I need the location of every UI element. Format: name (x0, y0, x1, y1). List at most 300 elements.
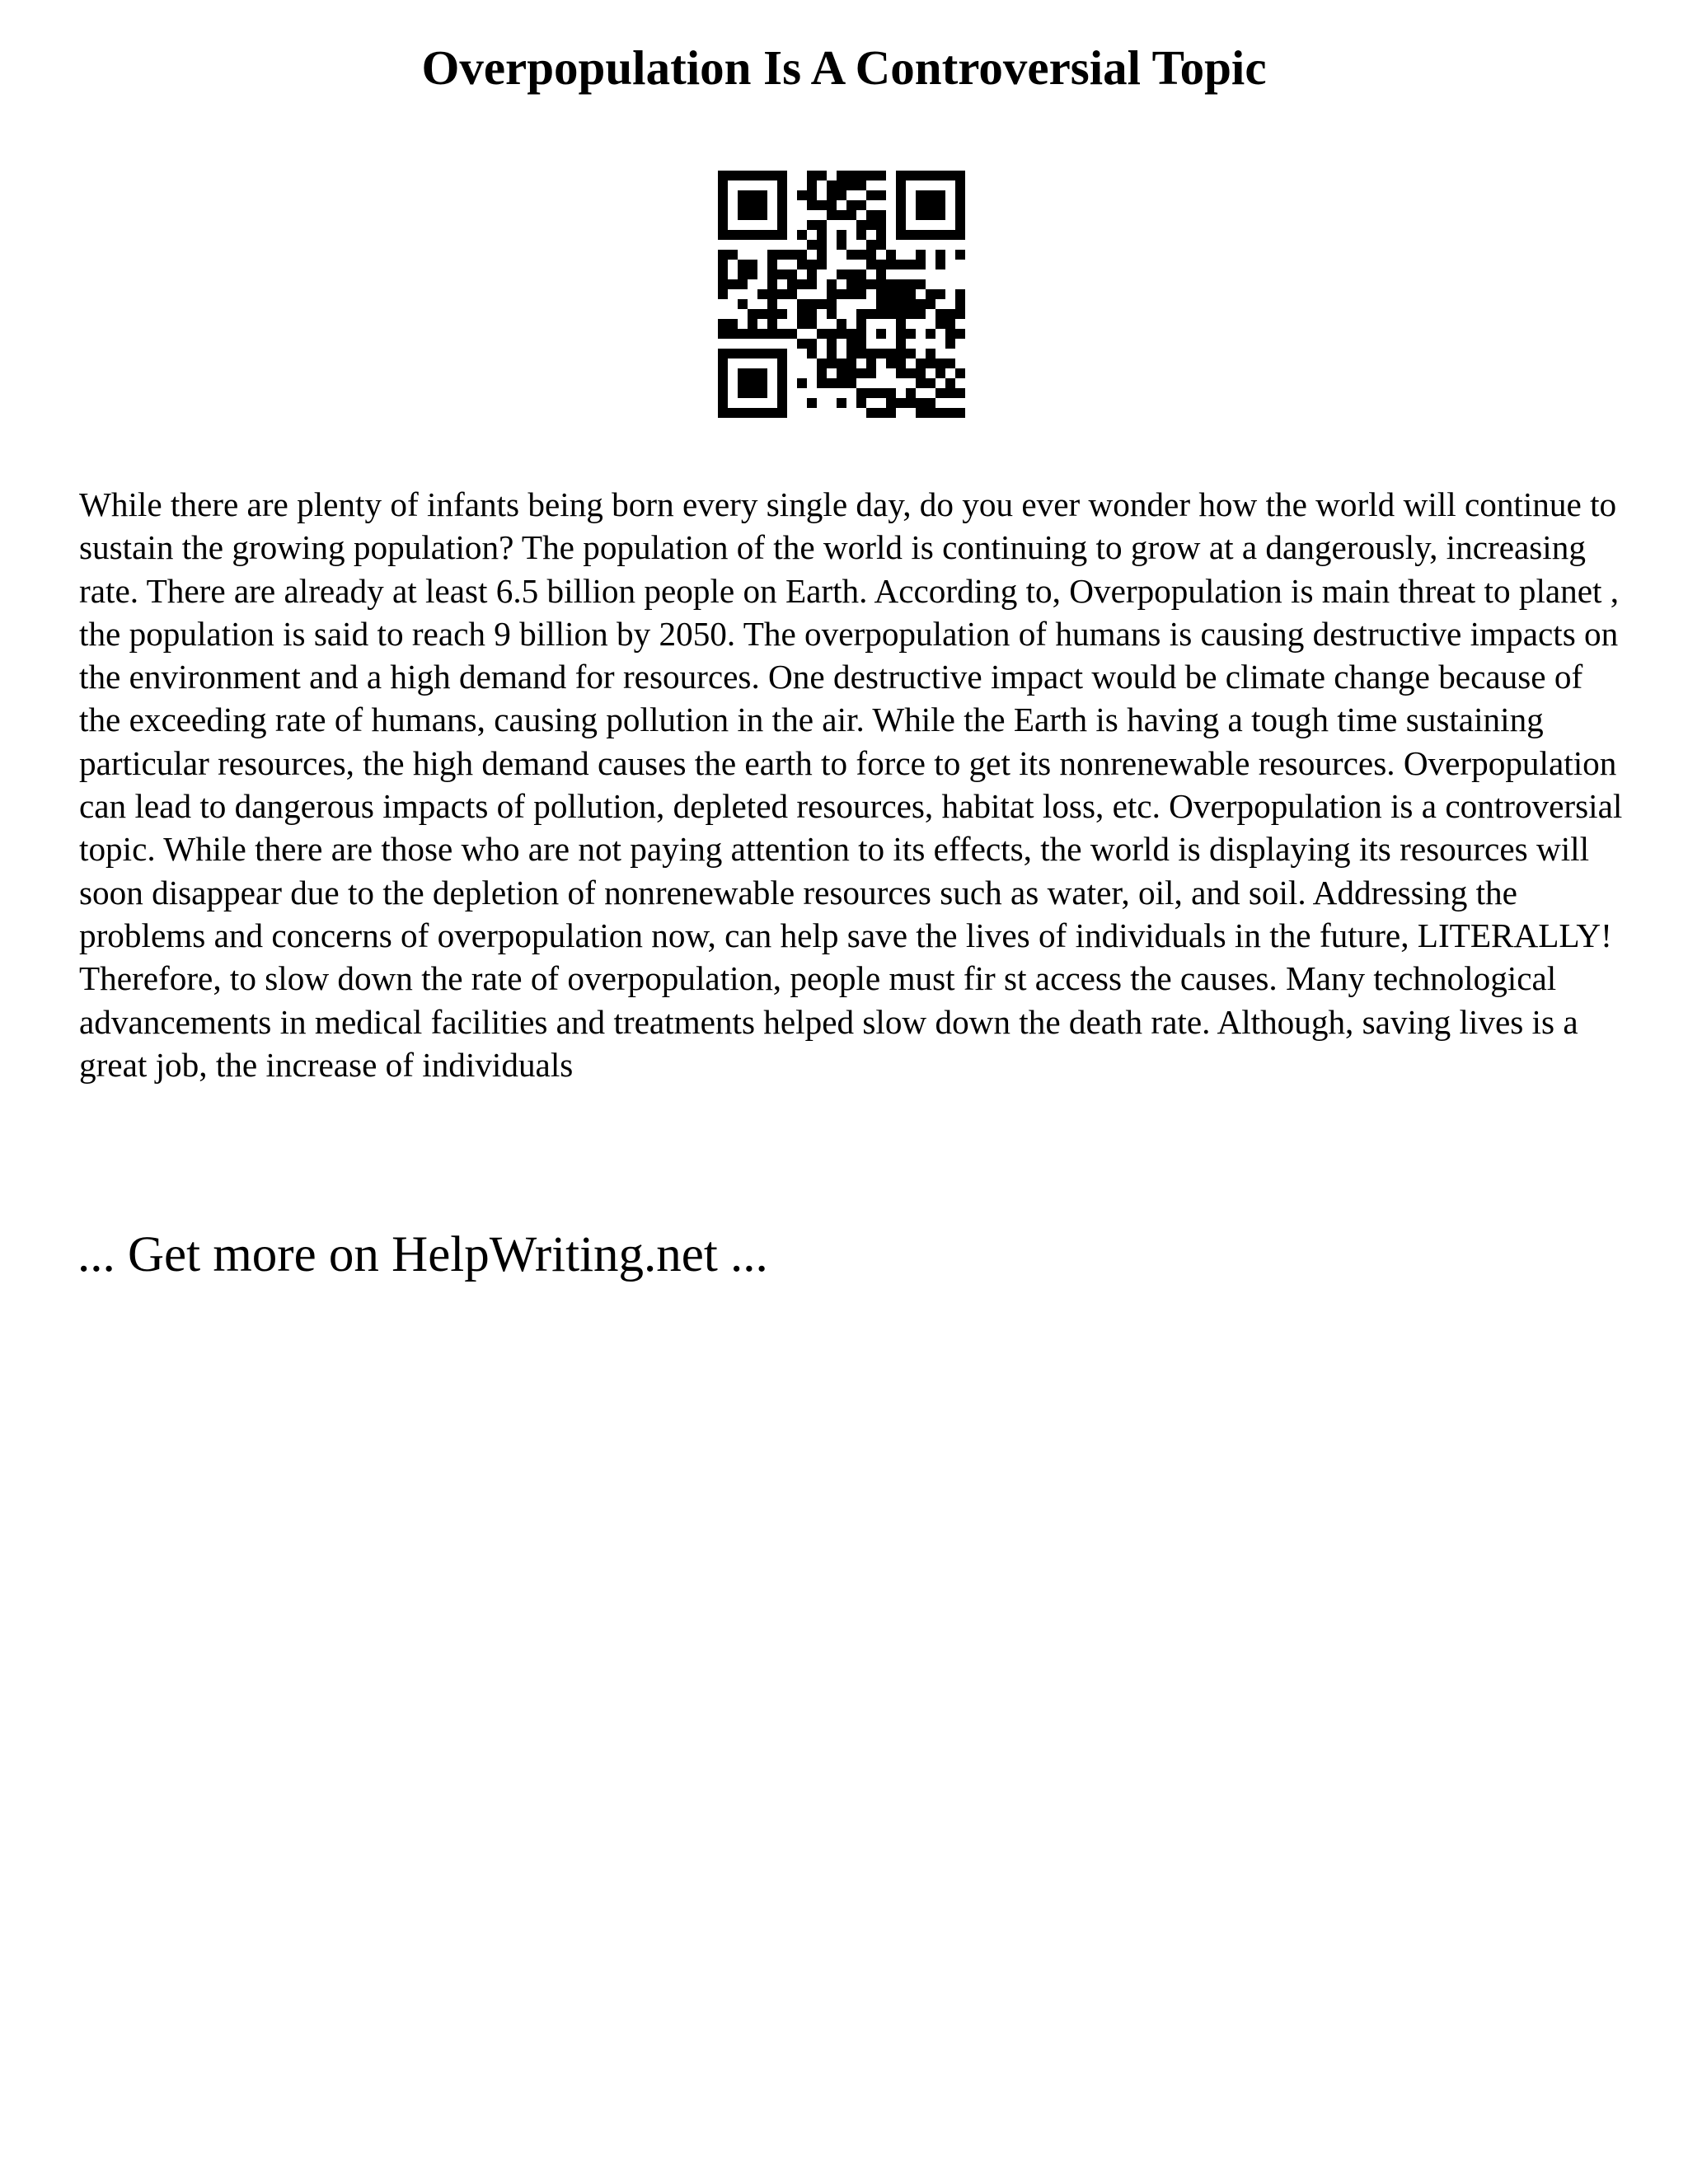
qr-module (945, 230, 955, 240)
qr-module (777, 230, 787, 240)
qr-module (837, 329, 846, 339)
qr-module (817, 359, 827, 368)
qr-module (886, 398, 896, 408)
qr-module (718, 230, 728, 240)
qr-module (916, 408, 926, 418)
qr-module (777, 289, 787, 299)
qr-module (787, 250, 797, 260)
qr-module (748, 408, 757, 418)
qr-module (827, 200, 837, 210)
qr-module (807, 339, 817, 349)
qr-module (935, 359, 945, 368)
qr-module (837, 180, 846, 190)
qr-module (787, 279, 797, 289)
qr-module (718, 260, 728, 269)
qr-module (748, 329, 757, 339)
qr-module (797, 190, 807, 200)
qr-module (906, 299, 916, 309)
qr-module (807, 349, 817, 359)
qr-module (807, 279, 817, 289)
qr-module (935, 230, 945, 240)
qr-module (757, 289, 767, 299)
qr-module (896, 349, 906, 359)
qr-module (926, 359, 935, 368)
qr-module (945, 329, 955, 339)
qr-module (926, 230, 935, 240)
qr-module (935, 309, 945, 319)
qr-module (906, 388, 916, 398)
qr-module (767, 309, 777, 319)
qr-module (896, 220, 906, 230)
qr-module (827, 299, 837, 309)
qr-module (945, 378, 955, 388)
qr-module (797, 230, 807, 240)
qr-module (926, 190, 935, 200)
qr-module (916, 171, 926, 180)
qr-module (817, 200, 827, 210)
qr-module (896, 329, 906, 339)
qr-module (767, 230, 777, 240)
qr-module (886, 309, 896, 319)
qr-module (945, 408, 955, 418)
qr-module (767, 269, 777, 279)
qr-module (757, 378, 767, 388)
qr-module (827, 180, 837, 190)
qr-module (718, 359, 728, 368)
qr-module (738, 299, 748, 309)
qr-module (827, 210, 837, 220)
qr-module (935, 368, 945, 378)
qr-module (728, 408, 738, 418)
qr-module (906, 349, 916, 359)
qr-module (896, 180, 906, 190)
qr-module (787, 289, 797, 299)
qr-module (935, 200, 945, 210)
document-body (79, 483, 1629, 1086)
qr-module (807, 171, 817, 180)
qr-module (748, 260, 757, 269)
qr-module (777, 368, 787, 378)
qr-module (718, 349, 728, 359)
qr-module (916, 250, 926, 260)
qr-module (738, 368, 748, 378)
qr-module (955, 289, 965, 299)
qr-module (767, 171, 777, 180)
qr-module (856, 388, 866, 398)
qr-module (807, 190, 817, 200)
qr-module (738, 190, 748, 200)
qr-module (718, 180, 728, 190)
qr-module (856, 309, 866, 319)
qr-module (955, 408, 965, 418)
qr-module (757, 408, 767, 418)
qr-module (757, 200, 767, 210)
qr-module (738, 210, 748, 220)
qr-module (926, 408, 935, 418)
qr-module (886, 279, 896, 289)
qr-module (955, 190, 965, 200)
qr-module (817, 329, 827, 339)
qr-module (935, 388, 945, 398)
qr-module (797, 339, 807, 349)
qr-module (916, 200, 926, 210)
qr-module (777, 378, 787, 388)
qr-module (718, 398, 728, 408)
qr-module (748, 200, 757, 210)
qr-module (777, 220, 787, 230)
qr-module (837, 319, 846, 329)
qr-module (837, 398, 846, 408)
qr-module (728, 329, 738, 339)
qr-module (955, 329, 965, 339)
qr-module (945, 388, 955, 398)
qr-module (866, 309, 876, 319)
qr-module (955, 299, 965, 309)
document-title: Overpopulation Is A Controversial Topic (421, 40, 1267, 95)
qr-module (935, 171, 945, 180)
qr-module (856, 289, 866, 299)
qr-module (856, 230, 866, 240)
qr-module (846, 329, 856, 339)
qr-module (837, 230, 846, 240)
qr-module (807, 269, 817, 279)
qr-module (876, 279, 886, 289)
qr-module (856, 279, 866, 289)
qr-module (757, 171, 767, 180)
qr-module (906, 309, 916, 319)
qr-module (807, 200, 817, 210)
qr-module (837, 171, 846, 180)
qr-module (827, 190, 837, 200)
qr-module (945, 319, 955, 329)
qr-module (728, 250, 738, 260)
qr-module (866, 190, 876, 200)
qr-module (738, 260, 748, 269)
qr-module (846, 200, 856, 210)
qr-module (767, 299, 777, 309)
qr-module (916, 299, 926, 309)
qr-module (856, 200, 866, 210)
qr-module (896, 368, 906, 378)
qr-module (926, 210, 935, 220)
qr-module (955, 171, 965, 180)
qr-module (906, 260, 916, 269)
qr-module (827, 359, 837, 368)
qr-module (916, 279, 926, 289)
qr-module (718, 269, 728, 279)
qr-module (896, 260, 906, 269)
qr-module (955, 388, 965, 398)
qr-module (906, 289, 916, 299)
qr-module (926, 289, 935, 299)
qr-module (866, 220, 876, 230)
qr-module (718, 329, 728, 339)
qr-module (757, 329, 767, 339)
qr-module (837, 289, 846, 299)
qr-module (748, 349, 757, 359)
qr-module (837, 190, 846, 200)
qr-module (896, 289, 906, 299)
qr-module (807, 260, 817, 269)
qr-module (777, 408, 787, 418)
qr-module (896, 319, 906, 329)
qr-module (787, 329, 797, 339)
qr-module (777, 388, 787, 398)
qr-module (787, 269, 797, 279)
qr-module (856, 171, 866, 180)
qr-module (837, 210, 846, 220)
qr-module (846, 368, 856, 378)
qr-module (935, 408, 945, 418)
qr-module (896, 299, 906, 309)
qr-module (876, 349, 886, 359)
qr-module (817, 220, 827, 230)
qr-module (846, 250, 856, 260)
qr-module (738, 408, 748, 418)
qr-module (738, 171, 748, 180)
qr-module (797, 378, 807, 388)
qr-module (767, 289, 777, 299)
qr-module (866, 388, 876, 398)
qr-module (856, 220, 866, 230)
qr-module (916, 260, 926, 269)
qr-module (777, 398, 787, 408)
qr-module (955, 180, 965, 190)
qr-module (777, 200, 787, 210)
qr-module (728, 171, 738, 180)
qr-module (846, 180, 856, 190)
qr-module (757, 388, 767, 398)
qr-module (955, 309, 965, 319)
qr-module (797, 309, 807, 319)
qr-module (797, 319, 807, 329)
get-more-link[interactable]: ... Get more on HelpWriting.net ... (77, 1227, 768, 1282)
qr-module (935, 210, 945, 220)
qr-module (777, 171, 787, 180)
qr-module (817, 260, 827, 269)
qr-module (896, 190, 906, 200)
qr-module (718, 289, 728, 299)
qr-module (846, 378, 856, 388)
qr-module (738, 349, 748, 359)
qr-module (748, 190, 757, 200)
qr-module (876, 408, 886, 418)
qr-module (767, 349, 777, 359)
qr-module (846, 210, 856, 220)
qr-module (728, 279, 738, 289)
qr-module (896, 398, 906, 408)
qr-module (846, 171, 856, 180)
qr-module (886, 250, 896, 260)
qr-module (896, 279, 906, 289)
qr-module (926, 200, 935, 210)
qr-module (916, 210, 926, 220)
qr-module (817, 171, 827, 180)
qr-module (807, 180, 817, 190)
qr-module (748, 388, 757, 398)
qr-module (718, 319, 728, 329)
qr-module (916, 230, 926, 240)
qr-module (846, 349, 856, 359)
qr-module (856, 180, 866, 190)
qr-module (886, 299, 896, 309)
qr-module (906, 171, 916, 180)
qr-module (748, 210, 757, 220)
qr-module (827, 279, 837, 289)
qr-module (738, 279, 748, 289)
qr-module (866, 359, 876, 368)
qr-module (817, 250, 827, 260)
qr-module (856, 368, 866, 378)
qr-module (886, 388, 896, 398)
qr-module (856, 329, 866, 339)
qr-module (807, 240, 817, 250)
qr-module (837, 359, 846, 368)
qr-module (797, 250, 807, 260)
qr-module (728, 319, 738, 329)
qr-module (926, 349, 935, 359)
qr-module (807, 299, 817, 309)
qr-module (827, 329, 837, 339)
qr-module (876, 171, 886, 180)
qr-module (718, 368, 728, 378)
qr-module (777, 210, 787, 220)
qr-module (827, 289, 837, 299)
qr-module (856, 349, 866, 359)
qr-module (886, 289, 896, 299)
qr-module (876, 309, 886, 319)
qr-module (846, 279, 856, 289)
qr-module (896, 339, 906, 349)
qr-module (738, 200, 748, 210)
qr-module (767, 408, 777, 418)
qr-module (738, 388, 748, 398)
qr-module (817, 378, 827, 388)
qr-module (777, 309, 787, 319)
qr-module (797, 260, 807, 269)
paragraph: Therefore, to slow down the rate of overpopulation, people must fir st access the causes. Many technological advancements in medical facilities and treatments helped slow down the death rate. Although, saving lives is a great job, the increase of individuals (79, 959, 1578, 1084)
qr-module (718, 220, 728, 230)
qr-module (777, 359, 787, 368)
qr-module (817, 368, 827, 378)
qr-module (837, 378, 846, 388)
qr-module (807, 309, 817, 319)
qr-module (856, 319, 866, 329)
qr-module (876, 329, 886, 339)
qr-module (748, 269, 757, 279)
qr-module (777, 329, 787, 339)
qr-module (876, 230, 886, 240)
qr-module (738, 378, 748, 388)
qr-module (748, 368, 757, 378)
qr-module (876, 210, 886, 220)
qr-module (718, 408, 728, 418)
qr-module (797, 299, 807, 309)
qr-module (916, 309, 926, 319)
qr-module (876, 269, 886, 279)
qr-module (866, 240, 876, 250)
qr-module (728, 349, 738, 359)
qr-module (856, 398, 866, 408)
qr-module (827, 339, 837, 349)
qr-module (738, 269, 748, 279)
qr-module (757, 190, 767, 200)
qr-module (926, 171, 935, 180)
qr-code (718, 171, 965, 418)
qr-module (866, 250, 876, 260)
qr-module (827, 309, 837, 319)
qr-module (955, 210, 965, 220)
qr-module (916, 398, 926, 408)
qr-module (827, 378, 837, 388)
qr-module (935, 250, 945, 260)
qr-module (876, 388, 886, 398)
qr-module (718, 388, 728, 398)
qr-module (846, 269, 856, 279)
qr-code-icon (718, 171, 965, 418)
qr-module (866, 349, 876, 359)
qr-module (718, 171, 728, 180)
qr-module (955, 200, 965, 210)
qr-module (906, 368, 916, 378)
qr-module (866, 171, 876, 180)
qr-module (886, 408, 896, 418)
qr-module (866, 260, 876, 269)
qr-module (807, 220, 817, 230)
qr-module (757, 309, 767, 319)
qr-module (777, 190, 787, 200)
qr-module (866, 210, 876, 220)
qr-module (718, 250, 728, 260)
qr-module (916, 378, 926, 388)
qr-module (827, 349, 837, 359)
qr-module (718, 210, 728, 220)
qr-module (876, 260, 886, 269)
qr-module (738, 230, 748, 240)
qr-module (728, 230, 738, 240)
qr-module (856, 250, 866, 260)
qr-module (866, 368, 876, 378)
qr-module (757, 368, 767, 378)
qr-module (817, 230, 827, 240)
qr-module (945, 339, 955, 349)
qr-module (916, 359, 926, 368)
qr-module (757, 230, 767, 240)
qr-module (886, 349, 896, 359)
qr-module (846, 359, 856, 368)
qr-module (856, 269, 866, 279)
qr-module (767, 250, 777, 260)
qr-module (926, 398, 935, 408)
qr-module (955, 368, 965, 378)
qr-module (866, 408, 876, 418)
qr-module (797, 279, 807, 289)
qr-module (807, 319, 817, 329)
qr-module (876, 289, 886, 299)
qr-module (926, 329, 935, 339)
qr-module (718, 279, 728, 289)
qr-module (896, 210, 906, 220)
qr-module (738, 329, 748, 339)
qr-module (906, 279, 916, 289)
qr-module (837, 240, 846, 250)
qr-module (807, 398, 817, 408)
qr-module (896, 359, 906, 368)
qr-module (757, 349, 767, 359)
qr-module (748, 230, 757, 240)
qr-module (748, 378, 757, 388)
qr-module (945, 171, 955, 180)
